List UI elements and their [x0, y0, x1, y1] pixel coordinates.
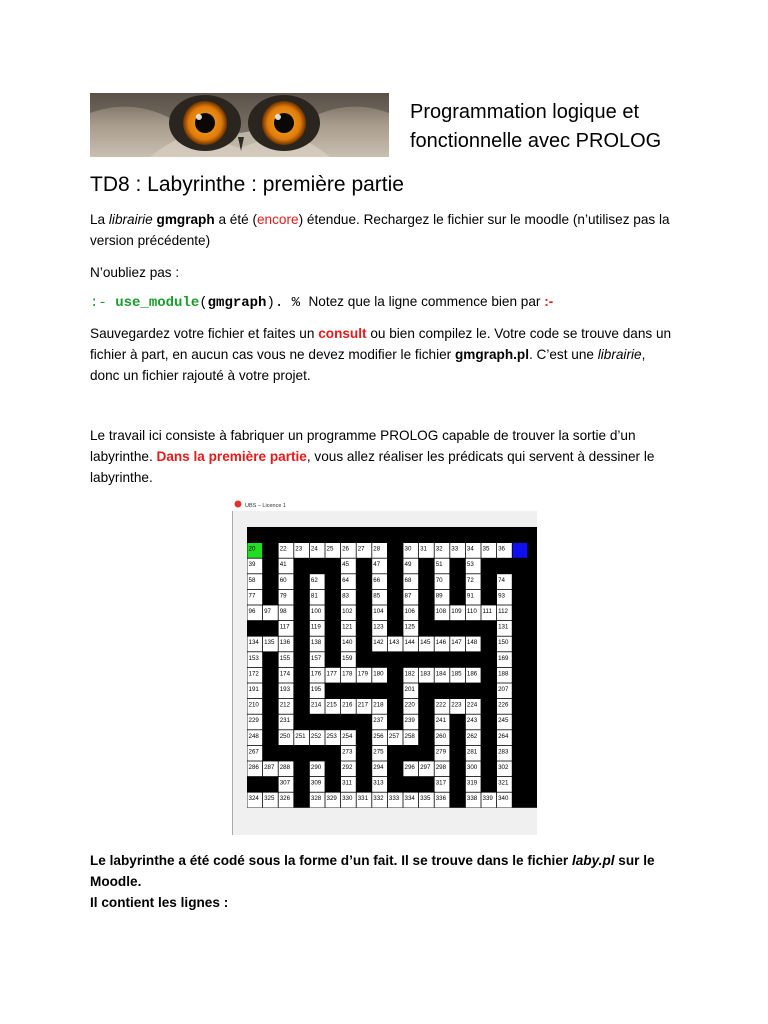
maze-cell-number: 281	[466, 748, 478, 756]
text-run: fichier à part, en aucun cas vous ne devez modifier le fichier	[90, 347, 455, 362]
maze-cell-number: 58	[248, 576, 256, 584]
maze-cell-number: 207	[498, 686, 509, 693]
maze-cell-number: 254	[342, 732, 353, 740]
maze-cell-number: 294	[373, 764, 384, 771]
maze-cell-number: 109	[451, 608, 462, 615]
maze-cell-number: 298	[435, 764, 447, 771]
maze-cell-number: 258	[404, 732, 415, 740]
text-run: donc un fichier rajouté à votre projet.	[90, 368, 311, 383]
maze-cell-number: 102	[342, 608, 353, 615]
maze-cell-number: 150	[498, 639, 509, 647]
maze-cell-number: 31	[420, 545, 427, 553]
maze-cell-number: 326	[279, 795, 291, 803]
maze-cell-number: 214	[310, 701, 322, 709]
maze-cell-number: 26	[342, 545, 349, 553]
maze-cell-number: 112	[498, 608, 508, 615]
maze-cell-number: 100	[310, 608, 322, 615]
maze-cell-number: 275	[373, 748, 384, 756]
maze-cell-number: 319	[466, 779, 478, 787]
maze-cell-number: 283	[498, 748, 509, 756]
code-line	[90, 290, 553, 315]
maze-cell-number: 243	[466, 717, 478, 725]
text-run: a été (	[214, 212, 257, 227]
maze-cell-number: 87	[404, 592, 412, 600]
maze-cell-number: 24	[310, 545, 318, 553]
maze-cell-number: 182	[404, 670, 415, 678]
maze-cell-number: 93	[498, 592, 505, 600]
maze-cell-number: 336	[435, 795, 447, 803]
maze-cell-number: 340	[498, 795, 509, 803]
maze-cell-number: 138	[310, 639, 322, 647]
maze-cell-number: 179	[357, 670, 369, 678]
maze-cell-number: 83	[342, 592, 349, 600]
text-run-bold: sur le Moodle.	[90, 853, 655, 889]
maze-cell-number: 245	[498, 717, 509, 725]
maze-cell-number: 184	[435, 670, 447, 678]
reminder-paragraph: N’oubliez pas :	[90, 265, 180, 280]
maze-cell-number: 177	[326, 670, 337, 678]
maze-cell-number: 68	[404, 576, 412, 584]
maze-cell-number: 339	[482, 795, 493, 803]
maze-cell-number: 28	[373, 545, 381, 553]
maze-cell-number: 317	[435, 779, 447, 787]
text-run: , vous allez réaliser les prédicats qui servent à dessiner le	[306, 449, 655, 464]
maze-cell-number: 172	[248, 670, 259, 678]
maze-cell-number: 174	[279, 670, 291, 678]
text-run: ou bien compilez le. Votre code se trouve dans un	[366, 326, 672, 341]
maze-cell-number: 260	[435, 732, 447, 740]
maze-cell-number: 248	[248, 732, 259, 740]
maze-cell-number: 27	[357, 545, 365, 553]
maze-cell-number: 136	[279, 639, 291, 647]
app-icon	[235, 501, 242, 508]
labyrinth-figure	[232, 497, 537, 835]
maze-cell-number: 191	[248, 686, 259, 693]
maze-cell-number: 155	[279, 654, 291, 662]
maze-cell-number: 222	[435, 701, 447, 709]
text-run: labyrinthe.	[90, 449, 157, 464]
intro-paragraph	[90, 209, 680, 251]
maze-cell-number: 329	[326, 795, 337, 803]
maze-cell-number: 135	[264, 639, 275, 647]
task-paragraph	[90, 425, 680, 488]
maze-cell-number: 47	[373, 561, 381, 569]
text-run-bold: Il contient les lignes :	[90, 895, 229, 910]
maze-cell-number: 72	[466, 576, 474, 584]
maze-cell-number: 185	[451, 670, 462, 678]
maze-cell-number: 62	[310, 576, 318, 584]
maze-cell-number: 77	[248, 592, 256, 600]
maze-cell-number: 123	[373, 623, 384, 631]
maze-cell-number: 273	[342, 748, 353, 756]
maze-cell-number: 49	[404, 561, 412, 569]
maze-cell-number: 153	[248, 654, 259, 662]
maze-cell-number: 328	[310, 795, 322, 803]
maze-cell-number: 217	[357, 701, 369, 709]
maze-cell-number: 66	[373, 576, 381, 584]
maze-cell-number: 41	[279, 561, 287, 569]
maze-cell-number: 51	[435, 561, 443, 569]
code-keyword: use_module	[115, 295, 200, 311]
text-run: ) étendue. Rechargez le fichier sur le moodle (n’utilisez pas la	[298, 212, 670, 227]
owl-photo	[90, 93, 389, 157]
maze-cell-number: 193	[279, 686, 291, 693]
maze-cell-number: 98	[279, 608, 287, 615]
maze-cell-number: 110	[466, 608, 477, 615]
text-run: Le travail ici consiste à fabriquer un programme PROLOG capable de trouver la sortie d’un	[90, 428, 636, 443]
maze-cell-number: 226	[498, 701, 509, 709]
code-paren: (	[199, 295, 208, 311]
code-comment-red: :-	[544, 294, 554, 309]
maze-cell-number: 108	[435, 608, 447, 615]
maze-cell-number: 146	[435, 639, 447, 647]
maze-cell-number: 180	[373, 670, 384, 678]
maze-cell-number: 33	[451, 545, 459, 553]
maze-cell-number: 53	[466, 561, 474, 569]
maze-cell-number: 237	[373, 717, 384, 725]
text-run: labyrinthe.	[90, 470, 153, 485]
maze-cell-number: 183	[420, 670, 431, 678]
maze-cell-number: 256	[373, 732, 384, 740]
code-module-name: gmgraph	[207, 295, 267, 311]
code-comment-mark: ). %	[266, 295, 309, 311]
text-run-italic: librairie	[597, 347, 642, 362]
maze-cell-number: 264	[498, 732, 509, 740]
maze-cell-number: 134	[248, 639, 259, 647]
title-line-1: Programmation logique et	[410, 101, 640, 123]
maze-cell-number: 119	[310, 623, 321, 631]
maze-cell-number: 148	[466, 639, 478, 647]
maze-cell-number: 34	[466, 545, 474, 553]
maze-cell-number: 223	[451, 701, 462, 709]
text-run: La	[90, 212, 109, 227]
maze-cell-number: 32	[435, 545, 443, 553]
maze-cell-number: 36	[498, 545, 505, 553]
code-operator: :-	[90, 295, 116, 311]
maze-cell-number: 30	[404, 545, 412, 553]
maze-cell-number: 147	[451, 639, 462, 647]
maze-cell-number: 231	[279, 717, 291, 725]
maze-cell-number: 335	[420, 795, 431, 803]
maze-cell-number: 22	[279, 545, 287, 553]
maze-cell-number: 290	[310, 764, 322, 771]
maze-cell-number: 23	[295, 545, 303, 553]
maze-cell-number: 121	[342, 623, 353, 631]
maze-cell-number: 286	[248, 764, 259, 771]
maze-cell-number: 91	[466, 592, 474, 600]
text-run-italic: librairie	[108, 212, 153, 227]
maze-cell-number: 330	[342, 795, 353, 803]
maze-cell-number: 262	[466, 732, 478, 740]
maze-cell-number: 229	[248, 717, 259, 725]
text-run-red-bold: consult	[318, 326, 367, 341]
maze-cell-number: 251	[295, 732, 306, 740]
maze-cell-number: 70	[435, 576, 443, 584]
maze-cell-number: 169	[498, 654, 509, 662]
maze-cell-number: 186	[466, 670, 478, 678]
maze-grid	[247, 527, 537, 808]
maze-cell-number: 39	[248, 561, 256, 569]
text-run-bold: gmgraph.pl	[454, 347, 529, 362]
maze-cell-number: 216	[342, 701, 353, 709]
text-run-red: encore	[257, 212, 299, 227]
maze-cell-number: 297	[420, 764, 431, 771]
maze-cell-number: 81	[310, 592, 318, 600]
maze-cell-number: 89	[435, 592, 443, 600]
maze-cell-number: 104	[373, 608, 384, 615]
maze-cell-number: 159	[342, 654, 353, 662]
maze-cell-number: 332	[373, 795, 384, 803]
maze-cell-number: 125	[404, 623, 415, 631]
maze-cell-number: 253	[326, 732, 337, 740]
maze-cell-number: 296	[404, 764, 415, 771]
section-heading: TD8 : Labyrinthe : première partie	[90, 173, 404, 196]
maze-cell-number: 195	[310, 686, 322, 693]
maze-cell-number: 201	[404, 686, 415, 693]
maze-cell-number: 117	[279, 623, 290, 631]
maze-cell-number: 250	[279, 732, 291, 740]
maze-cell-number: 257	[388, 732, 400, 740]
maze-cell-number: 176	[310, 670, 322, 678]
maze-cell-number: 331	[357, 795, 369, 803]
text-run-bold-italic: laby.pl	[571, 853, 615, 868]
maze-cell-number: 307	[279, 779, 291, 787]
maze-cell-number: 215	[326, 701, 337, 709]
maze-cell-number: 313	[373, 779, 384, 787]
maze-cell-number: 188	[498, 670, 509, 678]
maze-cell-number: 74	[498, 576, 505, 584]
maze-cell-number: 324	[248, 795, 259, 803]
maze-cell-number: 252	[310, 732, 322, 740]
maze-cell-number: 302	[498, 764, 509, 771]
title-line-2: fonctionnelle avec PROLOG	[410, 130, 662, 152]
maze-cell-number: 288	[279, 764, 291, 771]
maze-cell-number: 279	[435, 748, 447, 756]
maze-exit-cell	[513, 543, 528, 558]
code-comment-text: Notez que la ligne commence bien par	[308, 294, 545, 309]
maze-cell-number: 143	[388, 639, 400, 647]
document-title	[410, 98, 740, 156]
maze-cell-number: 144	[404, 639, 415, 647]
maze-cell-number: 97	[264, 608, 271, 615]
maze-cell-number: 140	[342, 639, 353, 647]
maze-cell-number: 111	[482, 608, 492, 615]
text-run-bold: Le labyrinthe a été codé sous la forme d’un fait. Il se trouve dans le fichier	[90, 853, 572, 868]
maze-cell-number: 35	[482, 545, 490, 553]
maze-cell-number: 96	[248, 608, 256, 615]
maze-cell-number: 309	[310, 779, 322, 787]
maze-cell-number: 333	[388, 795, 400, 803]
labyrinth-screenshot	[232, 497, 537, 835]
maze-cell-number: 267	[248, 748, 259, 756]
labyrinth-description	[90, 850, 680, 913]
text-run-red-bold: Dans la première partie	[156, 449, 307, 464]
maze-cell-number: 220	[404, 701, 415, 709]
maze-cell-number: 334	[404, 795, 415, 803]
text-run: Sauvegardez votre fichier et faites un	[90, 326, 319, 341]
text-run: . C’est une	[528, 347, 598, 362]
save-paragraph	[90, 323, 680, 386]
text-run-bold: gmgraph	[156, 212, 215, 227]
maze-cell-number: 85	[373, 592, 381, 600]
maze-cell-number: 157	[310, 654, 322, 662]
text-run: version précédente)	[90, 233, 211, 248]
maze-cell-number: 178	[342, 670, 353, 678]
maze-cell-number: 142	[373, 639, 384, 647]
maze-cell-number: 218	[373, 701, 384, 709]
maze-cell-number: 60	[279, 576, 287, 584]
owl-image	[90, 93, 389, 157]
window-title: UBS – Licence 1	[245, 503, 286, 509]
maze-cell-number: 338	[466, 795, 478, 803]
maze-cell-number: 224	[466, 701, 478, 709]
maze-cell-number: 20	[248, 545, 256, 553]
maze-cell-number: 64	[342, 576, 349, 584]
maze-cell-number: 300	[466, 764, 478, 771]
maze-cell-number: 131	[498, 623, 509, 631]
maze-cell-number: 145	[420, 639, 431, 647]
maze-cell-number: 212	[279, 701, 291, 709]
maze-cell-number: 25	[326, 545, 334, 553]
maze-cell-number: 325	[264, 795, 275, 803]
maze-cell-number: 79	[279, 592, 287, 600]
maze-cell-number: 239	[404, 717, 415, 725]
maze-cell-number: 321	[498, 779, 509, 787]
maze-cell-number: 241	[435, 717, 447, 725]
maze-cell-number: 210	[248, 701, 259, 709]
maze-cell-number: 292	[342, 764, 353, 771]
maze-cell-number: 311	[342, 779, 352, 787]
maze-cell-number: 45	[342, 561, 349, 569]
maze-cell-number: 287	[264, 764, 275, 771]
maze-cell-number: 106	[404, 608, 415, 615]
text-run: ,	[641, 347, 646, 362]
